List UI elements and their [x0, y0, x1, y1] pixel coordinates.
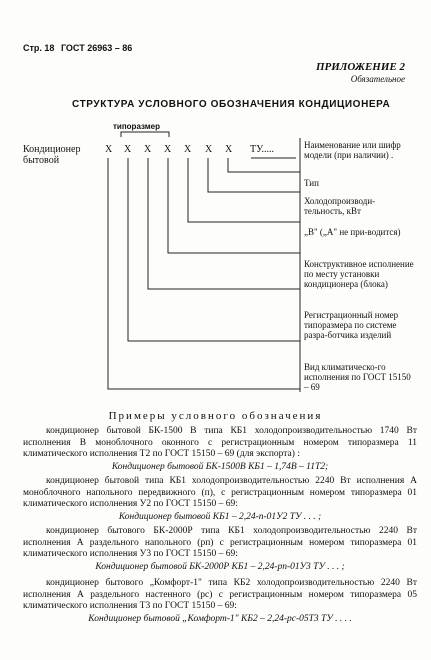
x-symbol-7: Х	[225, 144, 233, 155]
line-design	[148, 158, 300, 289]
example-4-code: Кондиционер бытовой „Комфорт-1" КБ2 – 2,24-рс-05Т3 ТУ . . . .	[88, 613, 352, 624]
example-3-text: кондиционер бытового БК-2000Р типа КБ1 холодопроизводительностью 2240 Вт исполнения А раздельного напольного (рп) с регистрационным номером типоразмера 01 климатического исполнения У3 по ГОСТ 15150 – 69:	[23, 526, 417, 559]
line-registration	[128, 158, 300, 341]
example-3	[23, 526, 417, 573]
conditioner-label-line-1: Кондиционер	[23, 144, 81, 155]
x-symbol-5: Х	[184, 144, 192, 155]
example-2	[23, 476, 417, 523]
appendix-title: ПРИЛОЖЕНИЕ 2	[315, 61, 405, 73]
example-4	[23, 578, 417, 625]
item-version: „В" („А" не при-водится)	[304, 227, 401, 237]
item-climate: Вид климатическо-го исполнения по ГОСТ 15150 – 69	[304, 362, 411, 392]
example-1-text: кондиционер бытовой БК-1500 В типа КБ1 холодопроизводительностью 1740 Вт исполнения В моноблочного оконного с регистрационным номером типоразмера 11 климатического исполнения Т2 по ГОСТ 15150 – 69 (для экспорта) :	[23, 426, 417, 459]
item-design: Конструктивное исполнение по месту установки кондиционера (блока)	[304, 259, 414, 289]
standard-number: ГОСТ 26963 – 86	[60, 43, 133, 53]
line-capacity	[188, 158, 300, 222]
tu-label: ТУ.....	[250, 144, 275, 155]
page-title: СТРУКТУРА УСЛОВНОГО ОБОЗНАЧЕНИЯ КОНДИЦИОНЕРА	[72, 99, 391, 110]
x-symbol-2: Х	[124, 144, 132, 155]
line-type	[208, 158, 300, 192]
example-3-code: Кондиционер бытовой БК-2000Р КБ1 – 2,24-рп-01У3 ТУ . . . ;	[95, 561, 345, 572]
line-climate	[108, 158, 300, 389]
x-symbol-4: Х	[164, 144, 172, 155]
example-4-text: кондиционер бытового „Комфорт-1" типа КБ2 холодопроизводительностью 2240 Вт исполнения А раздельного настенного (рс) с регистрационным номером типоразмера 05 климатического исполнения Т3 по ГОСТ 15150 – 69:	[23, 578, 417, 611]
appendix-subtitle: Обязательное	[350, 74, 405, 84]
typesize-label: типоразмер	[113, 122, 161, 131]
typesize-bracket	[121, 132, 169, 137]
x-symbol-6: Х	[205, 144, 213, 155]
item-model-name: Наименование или шифр модели (при наличии) .	[304, 140, 401, 160]
example-1-code: Кондиционер бытовой БК-1500В КБ1 – 1,74В – 11Т2;	[111, 461, 329, 472]
item-capacity: Холодопроизводи-тельность, кВт	[304, 196, 376, 216]
page-number: Стр. 18	[23, 43, 55, 53]
examples-title: Примеры условного обозначения	[108, 410, 323, 422]
example-2-code: Кондиционер бытовой КБ1 – 2,24-п-01У2 ТУ . . . ;	[118, 511, 322, 522]
conditioner-label-line-2: бытовой	[23, 155, 60, 166]
example-2-text: кондиционер бытовой типа КБ1 холодопроизводительностью 2240 Вт исполнения А моноблочного напольного передвижного (п), с регистрационным номером типоразмера 01 климатического исполнения У2 по ГОСТ 15150 – 69:	[23, 476, 417, 509]
example-1	[23, 426, 417, 473]
line-model	[228, 158, 300, 172]
x-symbol-1: Х	[105, 144, 113, 155]
item-registration: Регистрационный номер типоразмера по системе разра-ботчика изделий	[304, 310, 399, 340]
x-symbol-3: Х	[144, 144, 152, 155]
item-type: Тип	[304, 178, 319, 188]
